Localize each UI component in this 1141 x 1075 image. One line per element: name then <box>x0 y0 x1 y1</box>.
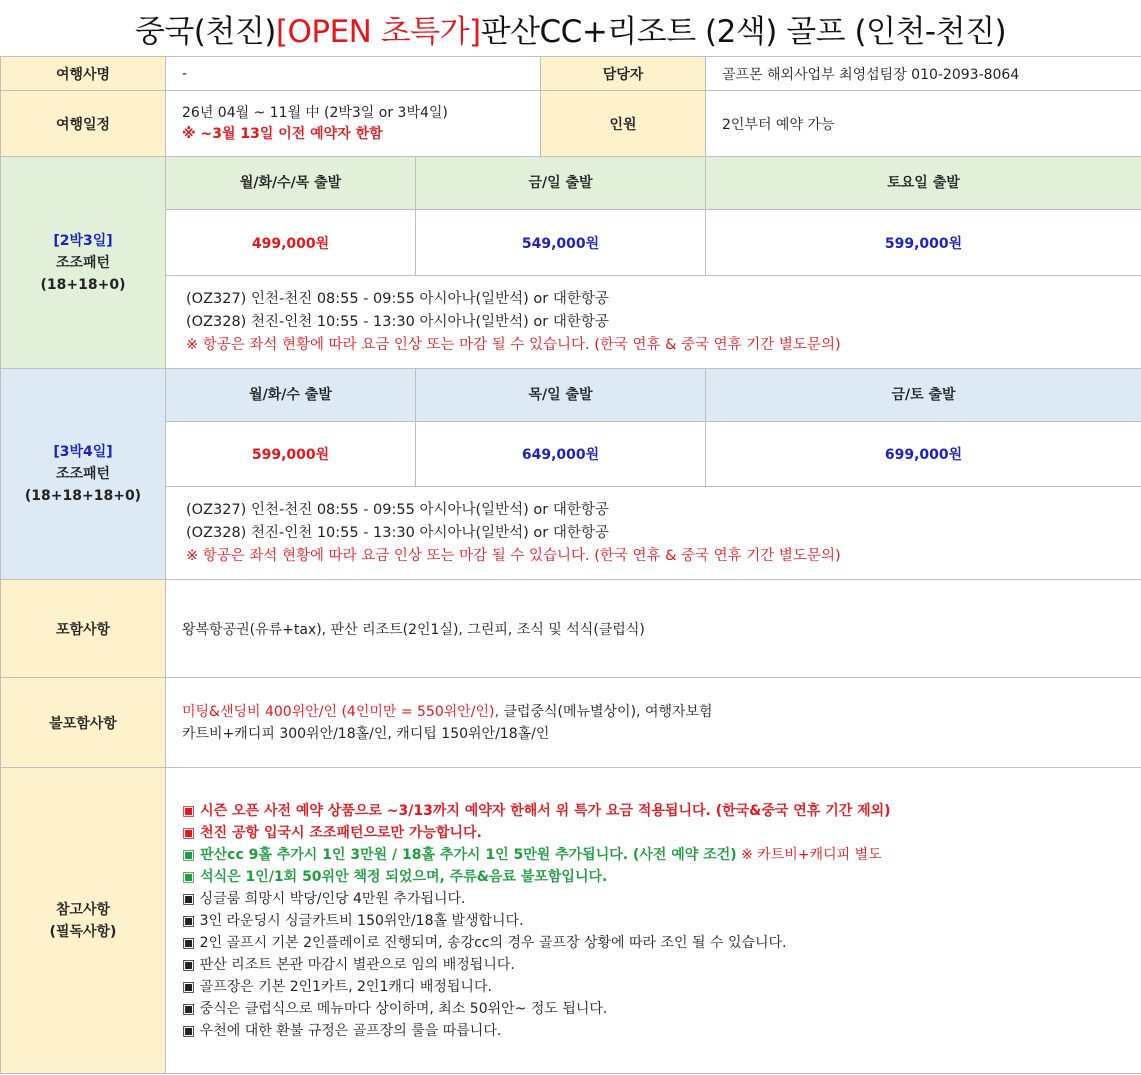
schedule-period: 26년 04월 ~ 11월 中 (2박3일 or 3박4일) <box>182 104 448 121</box>
notes-label-sub: (필독사항) <box>49 923 117 940</box>
excluded-line-1-rest: 클럽중식(메뉴별상이), 여행자보험 <box>498 703 713 720</box>
excluded-meeting-fee: 미팅&샌딩비 400위안/인 (4인미만 = 550위안/인), <box>182 703 499 720</box>
note-item: ▣ 판산 리조트 본관 마감시 별관으로 임의 배정됩니다. <box>182 956 515 973</box>
title-highlight: [OPEN 초특가] <box>275 13 481 50</box>
note-green-1-main: ▣ 판산cc 9홀 추가시 1인 3만원 / 18홀 추가시 1인 5만원 추가됩니다. (사전 예약 조건) <box>182 846 737 863</box>
manager-label: 담당자 <box>541 57 706 91</box>
note-item: ▣ 3인 라운딩시 싱글카트비 150위안/18홀 발생합니다. <box>182 912 524 929</box>
note-green-1-extra: ※ 카트비+캐디피 별도 <box>736 846 882 863</box>
package2-flight-return: (OZ328) 천진-인천 10:55 - 13:30 아시아나(일반석) or 대한항공 <box>186 524 609 541</box>
agency-label: 여행사명 <box>1 57 166 91</box>
note-red-2: ▣ 천진 공항 입국시 조조패턴으로만 가능합니다. <box>182 824 482 841</box>
manager-value: 골프몬 해외사업부 최영섭팀장 010-2093-8064 <box>706 57 1141 91</box>
schedule-row <box>1 91 1141 157</box>
package2-header-row <box>1 369 1141 422</box>
note-item: ▣ 골프장은 기본 2인1카트, 2인1캐디 배정됩니다. <box>182 978 492 995</box>
package1-flight-outbound: (OZ327) 인천-천진 08:55 - 09:55 아시아나(일반석) or 대한항공 <box>186 290 609 307</box>
excluded-line-2: 카트비+캐디피 300위안/18홀/인, 캐디팁 150위안/18홀/인 <box>182 725 550 742</box>
package2-holes: (18+18+18+0) <box>24 488 142 504</box>
notes-value <box>166 768 1141 1074</box>
package1-flight-return: (OZ328) 천진-인천 10:55 - 13:30 아시아나(일반석) or 대한항공 <box>186 313 609 330</box>
page-title <box>0 0 1141 56</box>
package1-price-2: 549,000원 <box>416 210 706 276</box>
title-suffix: 판산CC+리조트 (2색) 골프 (인천-천진) <box>480 13 1007 50</box>
excluded-row <box>1 678 1141 768</box>
title-prefix: 중국(천진) <box>134 13 276 50</box>
schedule-value <box>166 91 541 157</box>
package2-header-2: 목/일 출발 <box>416 369 706 422</box>
package2-header-3: 금/토 출발 <box>706 369 1141 422</box>
included-value: 왕복항공권(유류+tax), 판산 리조트(2인1실), 그린피, 조식 및 석식(클럽식) <box>166 580 1141 678</box>
package2-tag: [3박4일] <box>53 444 113 460</box>
tour-info-table <box>0 56 1141 1074</box>
package2-flight-outbound: (OZ327) 인천-천진 08:55 - 09:55 아시아나(일반석) or 대한항공 <box>186 501 609 518</box>
package2-header-1: 월/화/수 출발 <box>166 369 416 422</box>
note-green-1 <box>182 844 1125 866</box>
included-row <box>1 580 1141 678</box>
notes-label <box>1 768 166 1074</box>
agency-value: - <box>166 57 541 91</box>
excluded-value <box>166 678 1141 768</box>
note-item: ▣ 2인 골프시 기본 2인플레이로 진행되며, 송강cc의 경우 골프장 상황에 따라 조인 될 수 있습니다. <box>182 934 787 951</box>
package1-price-1: 499,000원 <box>166 210 416 276</box>
note-item: ▣ 우천에 대한 환불 규정은 골프장의 룰을 따릅니다. <box>182 1022 502 1039</box>
people-value: 2인부터 예약 가능 <box>706 91 1141 157</box>
people-label: 인원 <box>541 91 706 157</box>
notes-row <box>1 768 1141 1074</box>
package2-flight-row <box>1 487 1141 580</box>
package1-header-row <box>1 157 1141 210</box>
agency-row <box>1 57 1141 91</box>
package2-flight-info <box>166 487 1141 580</box>
note-item: ▣ 중식은 클럽식으로 메뉴마다 상이하며, 최소 50위안~ 정도 됩니다. <box>182 1000 608 1017</box>
package1-header-1: 월/화/수/목 출발 <box>166 157 416 210</box>
package1-price-3: 599,000원 <box>706 210 1141 276</box>
included-label: 포함사항 <box>1 580 166 678</box>
schedule-condition: ※ ~3월 13일 이전 예약자 한함 <box>182 125 383 142</box>
note-red-1: ▣ 시즌 오픈 사전 예약 상품으로 ~3/13까지 예약자 한해서 위 특가 요금 적용됩니다. (한국&중국 연휴 기간 제외) <box>182 802 891 819</box>
package1-pattern: 조조패턴 <box>55 254 111 271</box>
package2-price-3: 699,000원 <box>706 422 1141 487</box>
package1-flight-note: ※ 항공은 좌석 현황에 따라 요금 인상 또는 마감 될 수 있습니다. (한국 연휴 & 중국 연휴 기간 별도문의) <box>186 336 841 353</box>
notes-label-main: 참고사항 <box>55 901 111 918</box>
excluded-label: 불포함사항 <box>1 678 166 768</box>
package1-price-row <box>1 210 1141 276</box>
package1-header-3: 토요일 출발 <box>706 157 1141 210</box>
excluded-line-1 <box>182 701 1125 723</box>
package1-flight-info <box>166 276 1141 369</box>
package1-label <box>1 157 166 369</box>
package2-label <box>1 369 166 580</box>
package1-holes: (18+18+0) <box>40 276 126 293</box>
package1-tag: [2박3일] <box>53 232 113 249</box>
package2-flight-note: ※ 항공은 좌석 현황에 따라 요금 인상 또는 마감 될 수 있습니다. (한국 연휴 & 중국 연휴 기간 별도문의) <box>186 547 841 564</box>
package2-price-row <box>1 422 1141 487</box>
schedule-label: 여행일정 <box>1 91 166 157</box>
package1-header-2: 금/일 출발 <box>416 157 706 210</box>
note-green-2: ▣ 석식은 1인/1회 50위안 책정 되었으며, 주류&음료 불포함입니다. <box>182 868 608 885</box>
package1-flight-row <box>1 276 1141 369</box>
package2-pattern: 조조패턴 <box>55 466 111 482</box>
package2-price-2: 649,000원 <box>416 422 706 487</box>
package2-price-1: 599,000원 <box>166 422 416 487</box>
note-item: ▣ 싱글룸 희망시 박당/인당 4만원 추가됩니다. <box>182 890 466 907</box>
